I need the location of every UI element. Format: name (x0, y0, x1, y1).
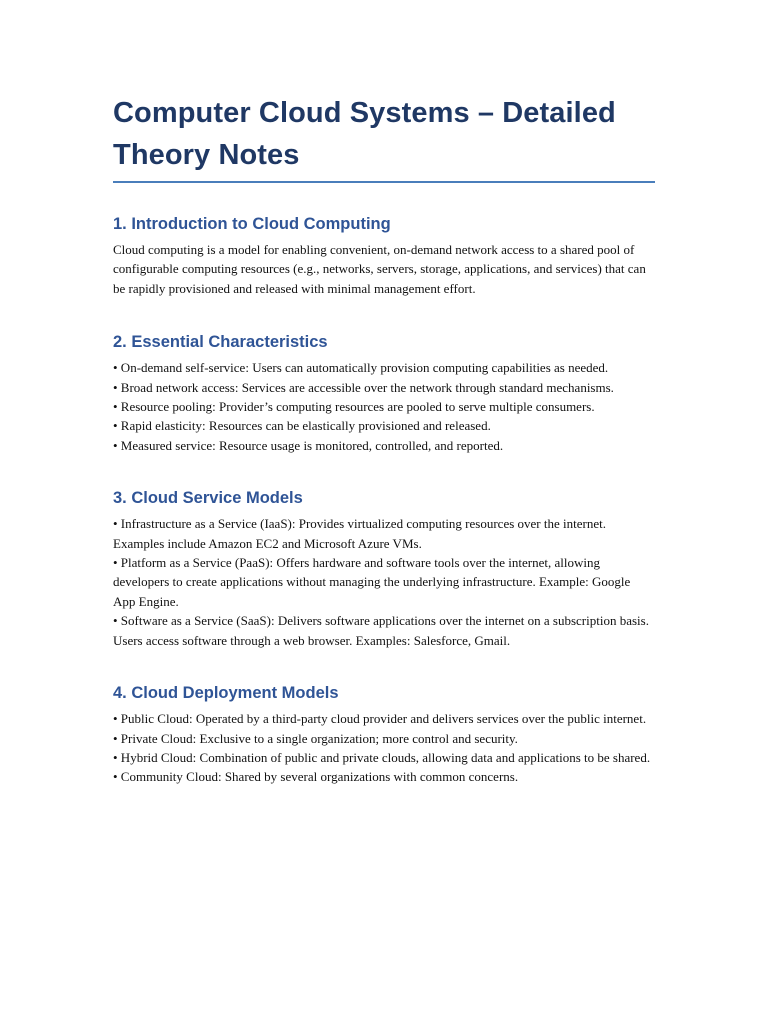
section-heading: 2. Essential Characteristics (113, 333, 328, 352)
bullet-list (113, 709, 655, 787)
document-title: Computer Cloud Systems – Detailed Theory Notes (113, 97, 616, 171)
list-item: • Software as a Service (SaaS): Delivers software applications over the internet on a subscription basis. Users access software through a web browser. Examples: Salesforce, Gmail. (113, 613, 649, 648)
list-item: • Resource pooling: Provider’s computing resources are pooled to serve multiple consumers. (113, 399, 595, 415)
list-item: • Broad network access: Services are accessible over the network through standard mechanisms. (113, 379, 614, 395)
list-item: • Platform as a Service (PaaS): Offers hardware and software tools over the internet, allowing developers to create applications without managing the underlying infrastructure. Example: Google App Engine. (113, 555, 631, 609)
document-page (113, 92, 655, 787)
bullet-list (113, 358, 655, 455)
list-item: • Public Cloud: Operated by a third-party cloud provider and delivers services over the public internet. (113, 711, 647, 727)
section-paragraph: Cloud computing is a model for enabling convenient, on-demand network access to a shared pool of configurable computing resources (e.g., networks, servers, storage, applications, and services) that can be rapidly provisioned and released with minimal management effort. (113, 242, 646, 296)
section-introduction (113, 214, 655, 298)
list-item: • On-demand self-service: Users can automatically provision computing capabilities as needed. (113, 360, 609, 376)
list-item: • Measured service: Resource usage is monitored, controlled, and reported. (113, 437, 504, 453)
bullet-list (113, 514, 655, 650)
list-item: • Community Cloud: Shared by several organizations with common concerns. (113, 769, 519, 785)
section-heading: 3. Cloud Service Models (113, 489, 303, 508)
list-item: • Hybrid Cloud: Combination of public and private clouds, allowing data and applications to be shared. (113, 749, 651, 765)
section-deployment-models (113, 683, 655, 787)
list-item: • Rapid elasticity: Resources can be elastically provisioned and released. (113, 418, 491, 434)
title-divider (113, 181, 655, 183)
section-heading: 4. Cloud Deployment Models (113, 684, 339, 703)
list-item: • Infrastructure as a Service (IaaS): Provides virtualized computing resources over the internet. Examples include Amazon EC2 and Microsoft Azure VMs. (113, 516, 606, 551)
section-characteristics (113, 332, 655, 455)
list-item: • Private Cloud: Exclusive to a single organization; more control and security. (113, 730, 518, 746)
section-heading: 1. Introduction to Cloud Computing (113, 215, 391, 233)
section-service-models (113, 488, 655, 650)
